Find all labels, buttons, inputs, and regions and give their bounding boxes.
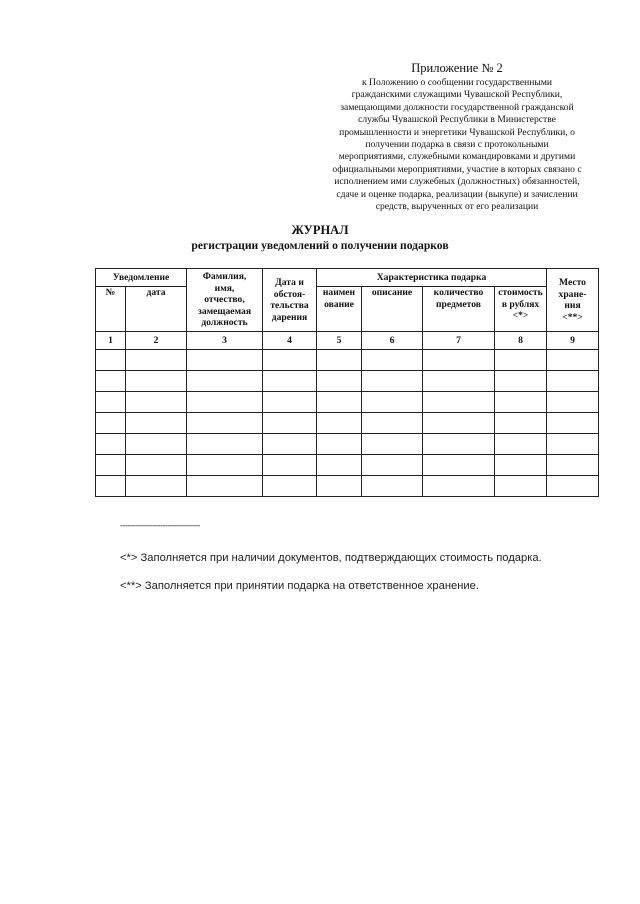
header-date-circ-line: тельства (270, 300, 309, 311)
empty-cell (126, 455, 187, 476)
empty-cell (362, 371, 423, 392)
empty-cell (495, 476, 547, 497)
header-storage-line: Место (559, 277, 586, 288)
footnote-separator: -------------------------------- (120, 520, 200, 530)
header-storage-line: ния (564, 300, 581, 311)
empty-cell (362, 392, 423, 413)
empty-cell (317, 413, 362, 434)
table-row (96, 413, 599, 434)
appendix-line: средств, вырученных от его реализации (375, 201, 539, 213)
empty-cell (547, 371, 599, 392)
empty-cell (126, 392, 187, 413)
empty-cell (96, 455, 126, 476)
empty-cell (317, 350, 362, 371)
header-fio-line: Фамилия, (202, 271, 247, 283)
empty-cell (96, 476, 126, 497)
empty-cell (263, 392, 317, 413)
empty-cell (96, 371, 126, 392)
empty-cell (263, 476, 317, 497)
empty-cell (317, 476, 362, 497)
header-fio-line: отчество, (204, 294, 245, 306)
column-number: 5 (317, 332, 362, 350)
column-number: 8 (495, 332, 547, 350)
empty-cell (495, 434, 547, 455)
footnote-cost: <*> Заполняется при наличии документов, подтверждающих стоимость подарка. (120, 552, 542, 564)
appendix-line: получении подарка в связи с протокольными (365, 139, 549, 151)
empty-cell (263, 350, 317, 371)
header-fio (187, 269, 263, 332)
empty-cell (362, 455, 423, 476)
column-number-row (96, 332, 599, 350)
header-date-circ-line: обстоя- (273, 288, 306, 300)
empty-cell (495, 392, 547, 413)
empty-cell (423, 392, 495, 413)
registration-journal-table (95, 268, 599, 497)
column-number: 2 (126, 332, 187, 350)
header-storage (547, 269, 599, 332)
table-row (96, 371, 599, 392)
footnote-storage: <**> Заполняется при принятии подарка на ответственное хранение. (120, 580, 480, 592)
appendix-line: службы Чувашской Республики в Министерстве (358, 114, 556, 126)
empty-cell (126, 413, 187, 434)
empty-cell (495, 413, 547, 434)
header-row-1 (96, 269, 599, 287)
column-number: 4 (263, 332, 317, 350)
header-date-circ-line: Дата и (275, 277, 304, 288)
empty-cell (187, 350, 263, 371)
empty-cell (495, 371, 547, 392)
empty-cell (263, 413, 317, 434)
empty-cell (423, 371, 495, 392)
empty-cell (495, 455, 547, 476)
empty-cell (126, 476, 187, 497)
empty-cell (187, 455, 263, 476)
empty-cell (187, 476, 263, 497)
appendix-line: к Положению о сообщении государственными (361, 77, 553, 88)
header-cost-line: стоимость (498, 287, 543, 298)
empty-cell (547, 392, 599, 413)
header-cost-line: в рублях (501, 298, 540, 310)
header-description: описание (362, 287, 423, 332)
header-name-line: наимен (322, 287, 356, 298)
header-storage-line: <**> (562, 311, 583, 323)
empty-cell (96, 392, 126, 413)
appendix-line: сдаче и оценке подарка, реализации (выкупе) и зачислении (336, 188, 578, 200)
empty-cell (362, 434, 423, 455)
empty-cell (126, 371, 187, 392)
empty-cell (317, 434, 362, 455)
header-quantity-line: предметов (436, 298, 481, 310)
header-notification: Уведомление (96, 269, 187, 287)
appendix-line: официальными мероприятиями, участие в которых связано с (332, 163, 582, 175)
table-row (96, 350, 599, 371)
empty-cell (547, 413, 599, 434)
table-row (96, 476, 599, 497)
header-storage-line: хране- (558, 288, 587, 300)
empty-cell (423, 350, 495, 371)
empty-cell (96, 350, 126, 371)
column-number: 7 (423, 332, 495, 350)
empty-cell (187, 434, 263, 455)
appendix-header (312, 60, 602, 213)
empty-cell (317, 392, 362, 413)
header-gift-characteristics: Характеристика подарка (317, 269, 547, 287)
header-date: дата (126, 287, 187, 332)
empty-cell (263, 434, 317, 455)
empty-cell (547, 476, 599, 497)
header-fio-line: замещаемая (197, 305, 252, 317)
table-row (96, 392, 599, 413)
column-number: 6 (362, 332, 423, 350)
empty-cell (423, 434, 495, 455)
empty-cell (423, 476, 495, 497)
empty-cell (317, 371, 362, 392)
appendix-line: промышленности и энергетики Чувашской Республики, о (339, 126, 575, 138)
empty-cell (317, 455, 362, 476)
column-number: 9 (547, 332, 599, 350)
empty-cell (547, 455, 599, 476)
empty-cell (547, 434, 599, 455)
empty-cell (495, 350, 547, 371)
empty-cell (96, 413, 126, 434)
header-fio-line: имя, (214, 282, 235, 294)
header-date-circ-line: дарения (271, 311, 308, 323)
header-quantity-line: количество (433, 287, 484, 298)
empty-cell (187, 371, 263, 392)
empty-cell (263, 455, 317, 476)
empty-cell (362, 413, 423, 434)
appendix-text (312, 77, 602, 213)
empty-cell (126, 350, 187, 371)
header-name (317, 287, 362, 332)
empty-cell (96, 434, 126, 455)
column-number: 1 (96, 332, 126, 350)
title-subtitle: регистрации уведомлений о получении подарков (191, 239, 449, 252)
header-quantity (423, 287, 495, 332)
empty-cell (423, 455, 495, 476)
table-row (96, 434, 599, 455)
empty-cell (263, 371, 317, 392)
empty-cell (362, 350, 423, 371)
empty-cell (187, 392, 263, 413)
header-cost-line: <*> (512, 310, 529, 321)
column-number: 3 (187, 332, 263, 350)
title-journal: ЖУРНАЛ (291, 223, 349, 237)
empty-cell (423, 413, 495, 434)
empty-cell (187, 413, 263, 434)
appendix-line: мероприятиями, служебными командировками и другими (338, 151, 576, 163)
appendix-number: Приложение № 2 (411, 61, 503, 75)
appendix-line: замещающими должности государственной гражданской (340, 101, 574, 113)
header-cost (495, 287, 547, 332)
header-fio-line: должность (201, 317, 248, 329)
empty-cell (362, 476, 423, 497)
header-name-line: ование (324, 298, 354, 310)
appendix-line: гражданскими служащими Чувашской Республики, (351, 89, 563, 101)
appendix-line: исполнением ими служебных (должностных) обязанностей, (334, 176, 580, 188)
empty-cell (126, 434, 187, 455)
header-row-2 (96, 287, 599, 332)
table-row (96, 455, 599, 476)
document-title (0, 223, 640, 253)
header-no: № (96, 287, 126, 332)
empty-cell (547, 350, 599, 371)
header-date-circumstances (263, 269, 317, 332)
